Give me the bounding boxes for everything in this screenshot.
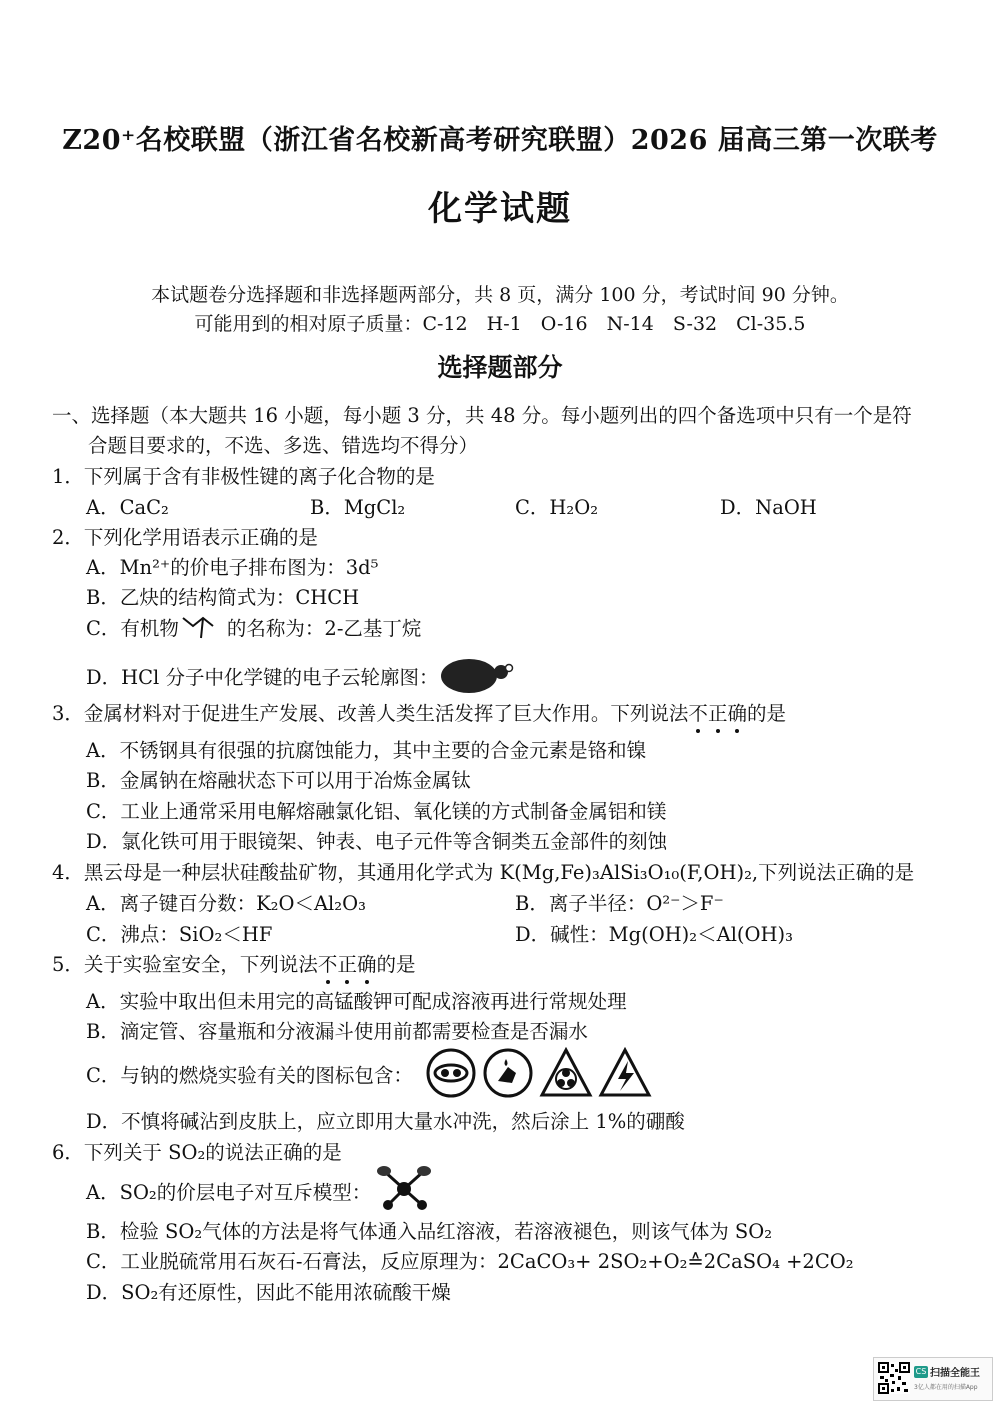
q3-option-d: D．氯化铁可用于眼镜架、钟表、电子元件等含铜类五金部件的刻蚀 (86, 830, 668, 853)
instructions-line-1: 一、选择题（本大题共 16 小题，每小题 3 分，共 48 分。每小题列出的四个备选项中只有一个是符 (52, 404, 912, 427)
q4-option-c: C．沸点：SiO₂＜HF (86, 923, 273, 946)
q3-option-b: B．金属钠在熔融状态下可以用于冶炼金属钛 (86, 769, 471, 792)
fan-exhaust-icon (539, 1047, 593, 1103)
q6-option-b: B．检验 SO₂气体的方法是将气体通入品红溶液，若溶液褪色，则该气体为 SO₂ (86, 1220, 773, 1243)
q1-stem: 1．下列属于含有非极性键的离子化合物的是 (52, 465, 435, 488)
q5-option-c: C．与钠的燃烧实验有关的图标包含： (86, 1064, 413, 1087)
q2-stem: 2．下列化学用语表示正确的是 (52, 526, 318, 549)
scanner-tagline: 3亿人都在用的扫描App (914, 1384, 978, 1391)
intro-line-2: 可能用到的相对原子质量：C-12 H-1 O-16 N-14 S-32 Cl-35.5 (194, 313, 806, 335)
q4-option-d: D．碱性：Mg(OH)₂＜Al(OH)₃ (515, 923, 793, 946)
q5-stem-post: 的是 (376, 953, 416, 976)
instructions-line-2: 合题目要求的，不选、多选、错选均不得分） (88, 434, 479, 457)
q6-option-d: D．SO₂有还原性，因此不能用浓硫酸干燥 (86, 1281, 451, 1304)
q4-option-a: A．离子键百分数：K₂O＜Al₂O₃ (86, 892, 366, 915)
skeletal-structure-icon (179, 612, 227, 647)
q2-option-a: A．Mn²⁺的价电子排布图为：3d⁵ (86, 556, 379, 579)
q3-option-a: A．不锈钢具有很强的抗腐蚀能力，其中主要的合金元素是铬和镍 (86, 739, 647, 762)
q5-option-a: A．实验中取出但未用完的高锰酸钾可配成溶液再进行常规处理 (86, 990, 627, 1013)
q3-stem-pre: 3．金属材料对于促进生产发展、改善人类生活发挥了巨大作用。下列说法 (52, 702, 689, 725)
q5-emphasis-char: 确 (357, 949, 377, 977)
vsepr-model-icon (376, 1163, 432, 1217)
q3-option-c: C．工业上通常采用电解熔融氯化铝、氧化镁的方式制备金属铝和镁 (86, 800, 667, 823)
q6-option-a (86, 1177, 371, 1205)
hand-wash-icon (482, 1047, 534, 1103)
qr-code-icon (878, 1362, 910, 1394)
q2-option-b: B．乙炔的结构简式为：CHCH (86, 586, 360, 609)
electric-hazard-icon (598, 1047, 652, 1103)
q2-option-d-text: D．HCl 分子中化学键的电子云轮廓图： (86, 666, 439, 689)
exam-title: Z20⁺名校联盟（浙江省名校新高考研究联盟）2026 届高三第一次联考 (62, 125, 938, 156)
q2-option-c-pre: C．有机物 (86, 617, 179, 640)
q6-stem: 6．下列关于 SO₂的说法正确的是 (52, 1141, 342, 1164)
q5-stem (52, 949, 415, 977)
q3-emphasis-char: 不 (688, 698, 708, 726)
q3-emphasis-char: 正 (708, 698, 728, 726)
q1-option-d: D．NaOH (720, 496, 817, 519)
intro-line-1: 本试题卷分选择题和非选择题两部分，共 8 页，满分 100 分，考试时间 90 分钟。 (151, 284, 849, 306)
scanner-logo: CS (915, 1367, 927, 1376)
q5-option-d: D．不慎将碱沾到皮肤上，应立即用大量水冲洗，然后涂上 1%的硼酸 (86, 1110, 685, 1133)
q3-emphasis-char: 确 (727, 698, 747, 726)
electron-cloud-icon (439, 656, 517, 701)
q4-stem: 4．黑云母是一种层状硅酸盐矿物，其通用化学式为 K(Mg,Fe)₃AlSi₃O₁₀(F,OH)₂,下列说法正确的是 (52, 861, 915, 884)
q5-emphasis-char: 正 (337, 949, 357, 977)
subject-title: 化学试题 (428, 189, 572, 229)
safety-icons-row (425, 1047, 652, 1103)
q1-option-c: C．H₂O₂ (515, 496, 599, 519)
q1-option-b: B．MgCl₂ (310, 496, 406, 519)
q3-stem-post: 的是 (746, 702, 786, 725)
q3-stem (52, 698, 786, 726)
scanner-watermark (873, 1357, 993, 1401)
q2-option-c (86, 612, 421, 647)
q5-option-b: B．滴定管、容量瓶和分液漏斗使用前都需要检查是否漏水 (86, 1020, 588, 1043)
section-title: 选择题部分 (437, 353, 563, 382)
goggles-icon (425, 1047, 477, 1103)
q5-stem-pre: 5．关于实验室安全，下列说法 (52, 953, 318, 976)
q6-option-a-text: A．SO₂的价层电子对互斥模型： (86, 1181, 372, 1204)
q2-option-d (86, 656, 517, 701)
q5-emphasis-char: 不 (318, 949, 338, 977)
scanner-brand: 扫描全能王 (930, 1368, 980, 1379)
q2-option-c-post: 的名称为：2-乙基丁烷 (226, 617, 422, 640)
q6-option-c: C．工业脱硫常用石灰石-石膏法，反应原理为：2CaCO₃+ 2SO₂+O₂≙2CaSO₄ +2CO₂ (86, 1250, 854, 1273)
q4-option-b: B．离子半径：O²⁻＞F⁻ (515, 892, 724, 915)
q1-option-a: A．CaC₂ (86, 496, 169, 519)
